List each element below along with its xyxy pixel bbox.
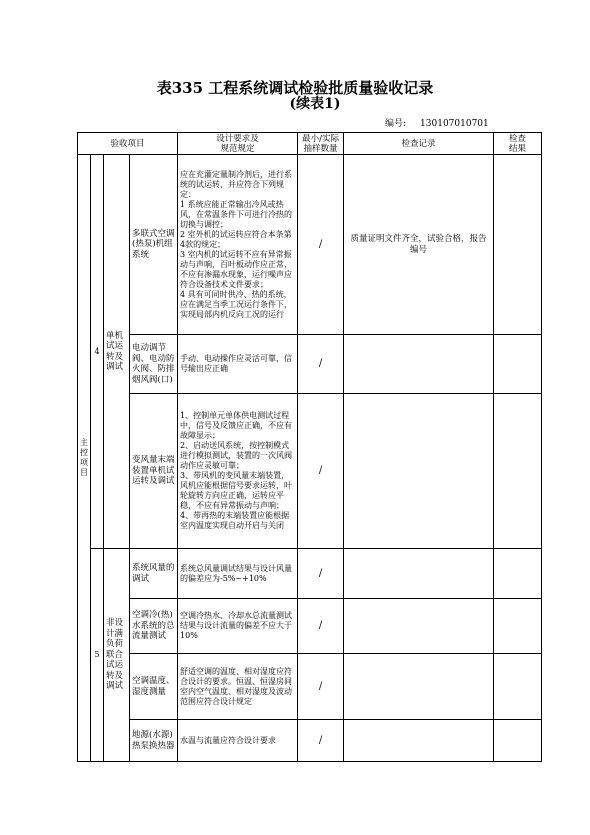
item-multi-split: 多联式空调(热泵)机组系统 xyxy=(130,155,178,335)
table-row xyxy=(78,599,542,654)
item-vav-terminal: 变风量末端装置单机试运转及调试 xyxy=(130,394,178,549)
record-number-value: 130107010701 xyxy=(420,119,489,129)
record-heat-pump[interactable] xyxy=(344,720,494,762)
count-multi-split: / xyxy=(298,155,344,335)
item-electric-valves: 电动调节阀、电动防火阀、防排烟风阀(口) xyxy=(130,335,178,394)
record-water-flow[interactable] xyxy=(344,599,494,654)
count-electric-valves: / xyxy=(298,335,344,394)
item-water-flow: 空调冷(热)水系统的总流量测试 xyxy=(130,599,178,654)
record-number xyxy=(385,116,489,129)
requirement-heat-pump: 水温与流量应符合设计要求 xyxy=(178,720,298,762)
col-header-requirement: 设计要求及 规范规定 xyxy=(178,133,298,155)
record-electric-valves[interactable] xyxy=(344,335,494,394)
table-row xyxy=(78,394,542,549)
record-air-volume[interactable] xyxy=(344,549,494,599)
count-vav-terminal: / xyxy=(298,394,344,549)
table-row xyxy=(78,155,542,335)
result-air-volume[interactable] xyxy=(494,549,542,599)
count-heat-pump: / xyxy=(298,720,344,762)
inspection-table xyxy=(77,132,542,762)
count-air-volume: / xyxy=(298,549,344,599)
record-number-label: 编号: xyxy=(385,119,407,129)
table-row xyxy=(78,549,542,599)
col-header-record: 检查记录 xyxy=(344,133,494,155)
page-title: 表335 工程系统调试检验批质量验收记录 xyxy=(156,79,434,97)
result-temp-humidity[interactable] xyxy=(494,654,542,720)
requirement-multi-split: 应在充灌定量制冷剂后，进行系统的试运转，并应符合下列规定： 1 系统应能正常输出冷风或热风，在常温条件下可进行冷热的切换与调控； 2 室外机的试运转应符合本条第4款的规定； 3 室内机的试运转不应有异常振动与声响，百叶板动作应正常，不应有渗漏水现象，运行噪声应符合设备技术文件要求； 4 具有可同时供冷、热的系统，应在满足当季工况运行条件下，实现局部内机反向工况的运行 xyxy=(178,155,298,335)
col-header-count: 最小/实际 抽样数量 xyxy=(298,133,344,155)
col-header-item: 验收项目 xyxy=(78,133,178,155)
record-multi-split[interactable]: 质量证明文件齐全，试验合格，报告编号 xyxy=(344,155,494,335)
group4-name: 单机试运转及调试 xyxy=(104,155,130,549)
table-row xyxy=(78,654,542,720)
group5-number: 5 xyxy=(91,549,104,762)
count-water-flow: / xyxy=(298,599,344,654)
record-vav-terminal[interactable] xyxy=(344,394,494,549)
result-water-flow[interactable] xyxy=(494,599,542,654)
result-electric-valves[interactable] xyxy=(494,335,542,394)
requirement-temp-humidity: 舒适空调的温度、相对湿度应符合设计的要求。恒温、恒湿房间室内空气温度、相对湿度及波动范围应符合设计规定 xyxy=(178,654,298,720)
group5-name: 非设计满负荷联合试运转及调试 xyxy=(104,549,130,762)
group4-number: 4 xyxy=(91,155,104,549)
table-row xyxy=(78,720,542,762)
table-row xyxy=(78,335,542,394)
item-temp-humidity: 空调温度、湿度测量 xyxy=(130,654,178,720)
result-multi-split[interactable] xyxy=(494,155,542,335)
item-heat-pump: 地源(水源)热泵换热器 xyxy=(130,720,178,762)
table-header-row xyxy=(78,133,542,155)
result-heat-pump[interactable] xyxy=(494,720,542,762)
result-vav-terminal[interactable] xyxy=(494,394,542,549)
requirement-vav-terminal: 1、控制单元单体供电测试过程中，信号及反馈应正确，不应有故障显示； 2、启动送风系统，按控制模式进行模拟测试，装置的一次风阀动作应灵敏可靠； 3、带风机的变风量末端装置，风机应能根据信号要求运转，叶轮旋转方向应正确，运转应平稳，不应有异常振动与声响； 4、带再热的末端装置应能根据室内温度实现自动开启与关闭 xyxy=(178,394,298,549)
col-header-result: 检查 结果 xyxy=(494,133,542,155)
requirement-electric-valves: 手动、电动操作应灵活可靠，信号输出应正确 xyxy=(178,335,298,394)
main-control-label: 主控项目 xyxy=(78,155,91,762)
record-temp-humidity[interactable] xyxy=(344,654,494,720)
requirement-air-volume: 系统总风量调试结果与设计风量的偏差应为-5%~+10% xyxy=(178,549,298,599)
count-temp-humidity: / xyxy=(298,654,344,720)
requirement-water-flow: 空调冷热水、冷却水总流量测试结果与设计流量的偏差不应大于10% xyxy=(178,599,298,654)
page-subtitle: (续表1) xyxy=(289,96,341,112)
item-air-volume: 系统风量的调试 xyxy=(130,549,178,599)
